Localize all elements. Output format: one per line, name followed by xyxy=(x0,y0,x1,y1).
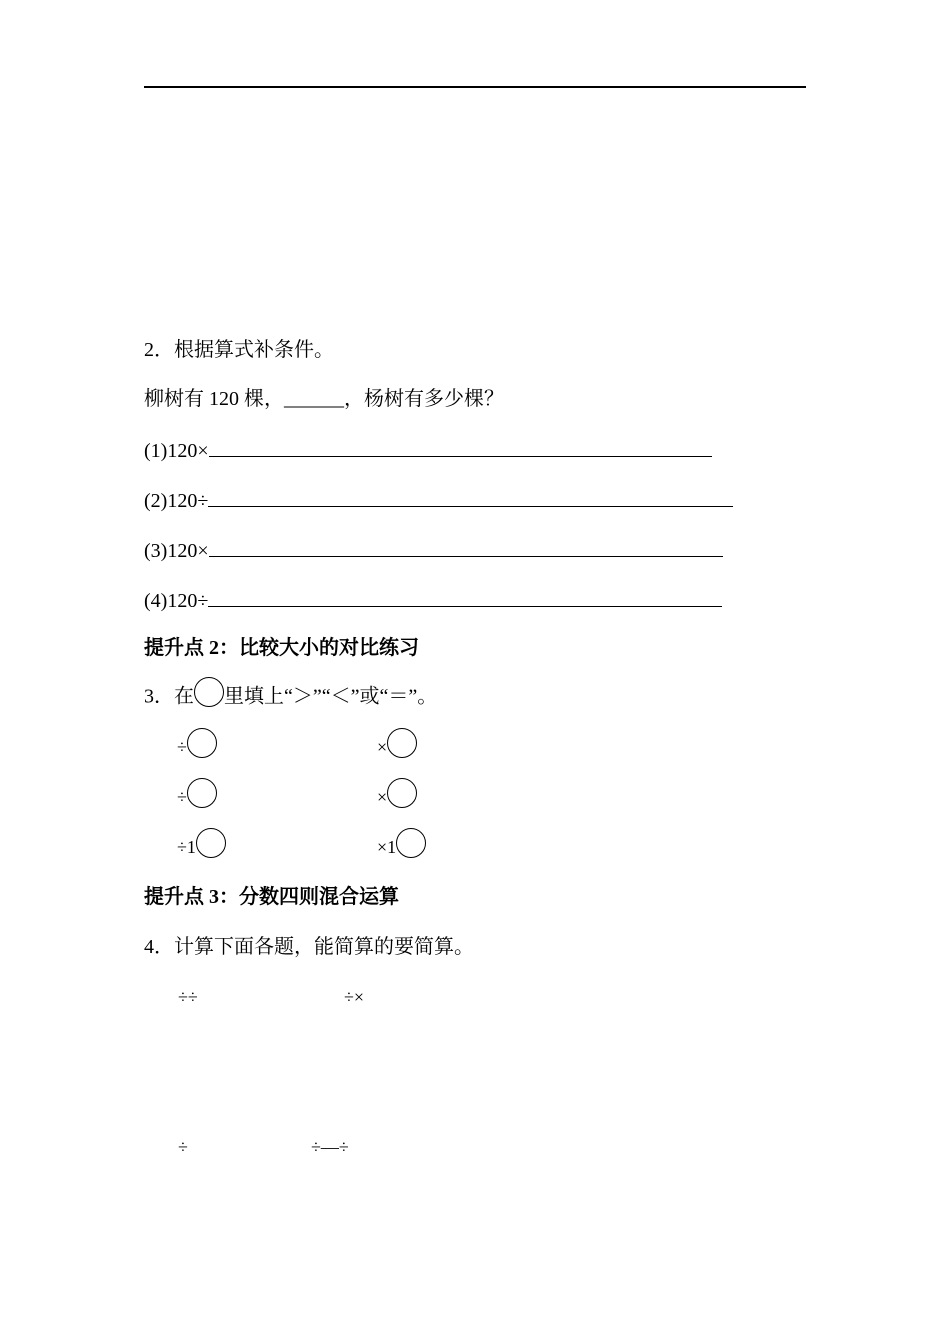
answer-circle[interactable] xyxy=(187,778,217,808)
q2-item-4-label: (4)120÷ xyxy=(144,590,209,612)
stem-before: 柳树有 120 棵， xyxy=(144,388,284,410)
answer-circle[interactable] xyxy=(387,778,417,808)
compare-left-2-text: ÷ xyxy=(177,787,187,808)
question-2-stem xyxy=(144,386,504,412)
section-3-heading: 提升点 3：分数四则混合运算 xyxy=(144,886,399,908)
compare-left-3 xyxy=(177,834,226,864)
compare-left-3-text: ÷1 xyxy=(177,837,196,858)
compare-right-3-text: ×1 xyxy=(377,837,397,858)
q3-suffix: 里填上“＞”“＜”或“＝”。 xyxy=(224,685,438,708)
compare-right-2-text: × xyxy=(377,787,388,808)
compare-right-1 xyxy=(377,734,417,764)
calc-item-4: ÷—÷ xyxy=(311,1137,349,1157)
answer-circle[interactable] xyxy=(196,828,226,858)
answer-circle[interactable] xyxy=(387,728,417,758)
stem-blank: ______ xyxy=(284,388,344,410)
question-4-title: 4．计算下面各题，能简算的要简算。 xyxy=(144,936,474,958)
question-2-title: 2．根据算式补条件。 xyxy=(144,339,334,361)
compare-right-3 xyxy=(377,834,426,864)
q2-item-1-label: (1)120× xyxy=(144,440,209,462)
q2-item-2-label: (2)120÷ xyxy=(144,490,209,512)
top-rule xyxy=(144,86,806,88)
section-2-heading: 提升点 2：比较大小的对比练习 xyxy=(144,637,419,659)
compare-left-1-text: ÷ xyxy=(177,737,187,758)
q2-item-3-label: (3)120× xyxy=(144,540,209,562)
calc-item-1: ÷÷ xyxy=(178,987,198,1007)
q2-item-1 xyxy=(144,436,712,464)
answer-blank[interactable] xyxy=(208,486,733,507)
answer-blank[interactable] xyxy=(209,436,712,457)
compare-right-2 xyxy=(377,784,417,814)
q2-item-3 xyxy=(144,536,723,564)
compare-left-2 xyxy=(177,784,217,814)
q3-prefix: 3．在 xyxy=(144,685,194,708)
circle-icon xyxy=(194,677,224,707)
q2-item-2 xyxy=(144,486,733,514)
answer-blank[interactable] xyxy=(209,536,723,557)
calc-item-2: ÷× xyxy=(344,987,365,1007)
stem-after: ，杨树有多少棵？ xyxy=(344,388,504,410)
answer-circle[interactable] xyxy=(396,828,426,858)
q2-item-4 xyxy=(144,586,722,614)
answer-blank[interactable] xyxy=(208,586,722,607)
compare-left-1 xyxy=(177,734,217,764)
compare-right-1-text: × xyxy=(377,737,388,758)
calc-item-3: ÷ xyxy=(178,1137,188,1157)
question-3-title xyxy=(144,683,437,713)
answer-circle[interactable] xyxy=(187,728,217,758)
